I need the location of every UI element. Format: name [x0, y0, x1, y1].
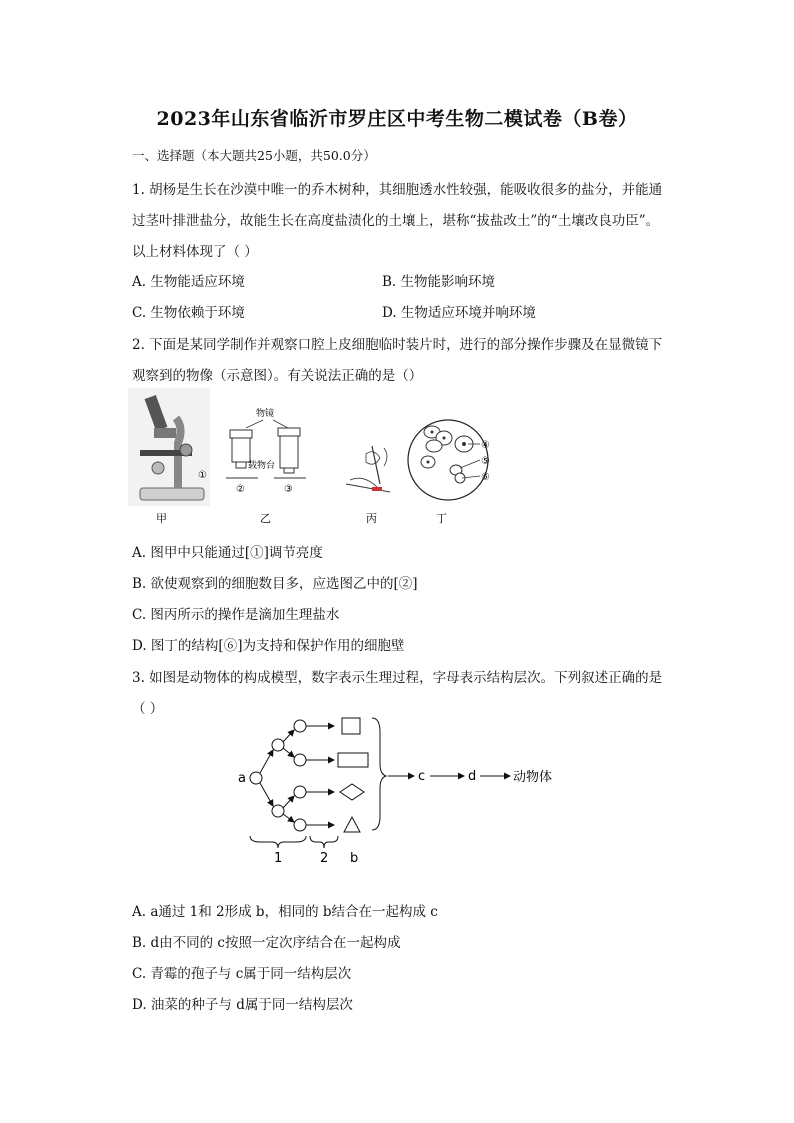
q2-option-b: B. 欲使观察到的细胞数目多，应选图乙中的[②]	[132, 576, 418, 592]
mark-5: ⑤	[481, 456, 490, 467]
q3-option-b: B. d由不同的 c按照一定次序结合在一起构成	[132, 935, 401, 951]
slide-prep-illustration	[346, 446, 390, 492]
label-yi: 乙	[260, 512, 271, 525]
q2-stem-line-2: 观察到的物像（示意图）。有关说法正确的是（）	[132, 368, 423, 384]
q3-option-d: D. 油菜的种子与 d属于同一结构层次	[132, 997, 353, 1013]
label-2: 2	[320, 851, 329, 866]
field-of-view-illustration	[408, 420, 490, 500]
q1-option-c: C. 生物依赖于环境	[132, 305, 245, 321]
q1-option-a: A. 生物能适应环境	[132, 274, 245, 290]
q1-stem-line-3: 以上材料体现了（ ）	[132, 244, 258, 260]
label-b: b	[350, 851, 359, 866]
q2-option-c: C. 图丙所示的操作是滴加生理盐水	[132, 607, 340, 623]
q3-option-a: A. a通过 1和 2形成 b，相同的 b结合在一起构成 c	[132, 904, 438, 920]
label-1: 1	[274, 851, 283, 866]
label-c: c	[418, 769, 426, 784]
label-d: d	[468, 769, 477, 784]
label-bing: 丙	[366, 512, 377, 525]
mark-2: ②	[236, 484, 245, 495]
section-heading: 一、选择题（本大题共25小题，共50.0分）	[132, 148, 376, 163]
mark-4: ④	[481, 440, 490, 451]
q1-option-b: B. 生物能影响环境	[382, 274, 496, 290]
q1-option-d: D. 生物适应环境并响环境	[382, 305, 536, 321]
label-wujing: 物镜	[256, 409, 275, 419]
label-a: a	[238, 771, 246, 786]
label-animal: 动物体	[513, 770, 553, 785]
objective-lenses-illustration	[226, 407, 306, 495]
q3-structure-diagram	[230, 712, 570, 867]
q1-stem-line-2: 过茎叶排泄盐分，故能生长在高度盐渍化的土壤上，堪称“拔盐改土”的“土壤改良功臣”。	[132, 213, 660, 229]
mark-3: ③	[284, 484, 293, 495]
label-ding: 丁	[436, 512, 447, 525]
microscope-illustration	[128, 388, 210, 506]
q1-stem-line-1: 1. 胡杨是生长在沙漠中唯一的乔木树种，其细胞透水性较强，能吸收很多的盐分，并能通	[132, 182, 663, 198]
label-zaiwutai: 载物台	[248, 461, 276, 471]
q3-stem-line-1: 3. 如图是动物体的构成模型，数字表示生理过程，字母表示结构层次。下列叙述正确的是	[132, 670, 663, 686]
label-jia: 甲	[156, 512, 167, 525]
page-title: 2023年山东省临沂市罗庄区中考生物二模试卷（B卷）	[156, 108, 638, 130]
mark-1: ①	[198, 470, 207, 481]
q2-figure	[128, 388, 508, 528]
q2-option-d: D. 图丁的结构[⑥]为支持和保护作用的细胞壁	[132, 638, 405, 654]
q3-option-c: C. 青霉的孢子与 c属于同一结构层次	[132, 966, 352, 982]
q3-stem-line-2: （ ）	[132, 701, 164, 717]
q2-option-a: A. 图甲中只能通过[①]调节亮度	[132, 545, 323, 561]
q2-stem-line-1: 2. 下面是某同学制作并观察口腔上皮细胞临时装片时，进行的部分操作步骤及在显微镜下	[132, 337, 663, 353]
mark-6: ⑥	[481, 472, 490, 483]
